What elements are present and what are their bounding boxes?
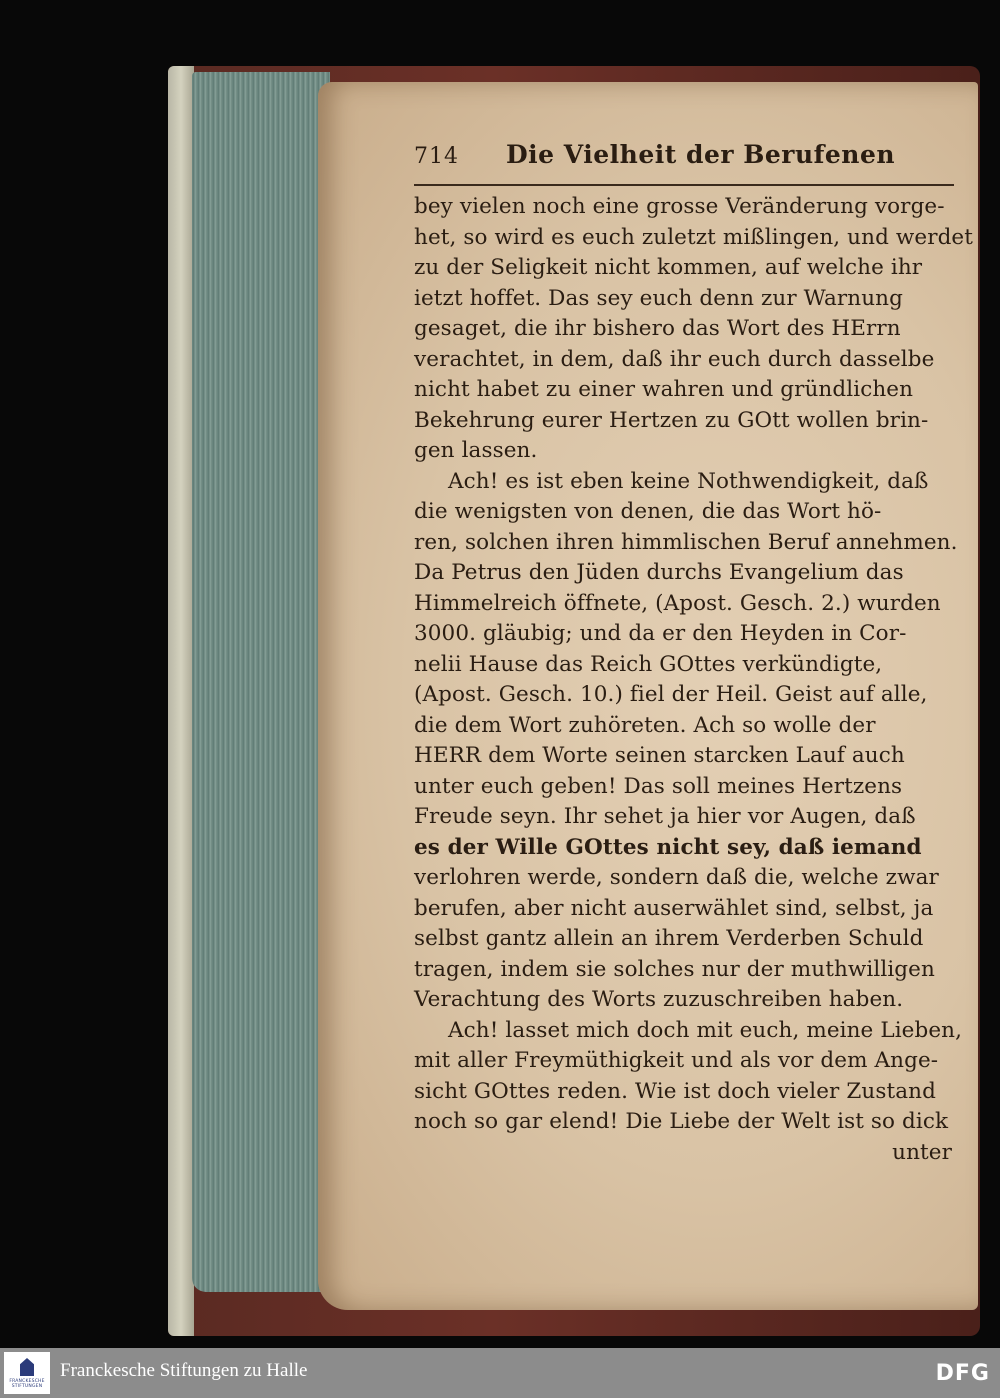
text-line: gen lassen. [414,438,538,463]
text-line: (Apost. Gesch. 10.) fiel der Heil. Geist auf alle, [414,682,928,707]
page-header [414,140,962,180]
text-line: tragen, indem sie solches nur der muthwilligen [414,956,935,982]
text-line: noch so gar elend! Die Liebe der Welt ist so dick [414,1109,949,1134]
text-line: mit aller Freymüthigkeit und als vor dem Ange- [414,1048,939,1073]
text-line: selbst gantz allein an ihrem Verderben Schuld [414,926,924,951]
text-line: zu der Seligkeit nicht kommen, auf welche ihr [414,255,923,280]
text-line: het, so wird es euch zuletzt mißlingen, und werdet [414,224,973,250]
text-line: berufen, aber nicht auserwählet sind, selbst, ja [414,895,934,921]
viewer-footer [0,1348,1000,1398]
text-line: 3000. gläubig; und da er den Heyden in Cor- [414,621,907,646]
text-line: Da Petrus den Jüden durchs Evangelium das [414,560,904,585]
book-spine [168,66,194,1336]
dfg-logo[interactable]: DFG [935,1361,990,1386]
running-title: Die Vielheit der Berufenen [506,140,896,169]
logo-text: FRANCKESCHE STIFTUNGEN [9,1379,45,1389]
page-number: 714 [414,144,459,169]
page-text-block [414,140,973,1168]
text-line: Verachtung des Worts zuzuschreiben haben. [414,987,904,1012]
text-line: gesaget, die ihr bishero das Wort des HErrn [414,316,901,341]
text-line: Bekehrung eurer Hertzen zu GOtt wollen brin- [414,407,929,433]
text-line: unter euch geben! Das soll meines Hertzens [414,773,903,799]
header-rule [414,184,954,186]
text-line: ietzt hoffet. Das sey euch denn zur Warnung [414,285,903,311]
text-line: nelii Hause das Reich GOttes verkündigte, [414,651,883,677]
text-line: sicht GOttes reden. Wie ist doch vieler Zustand [414,1078,936,1104]
text-line: verlohren werde, sondern daß die, welche zwar [414,865,939,890]
text-line: Freude seyn. Ihr sehet ja hier vor Augen, daß [414,804,916,829]
text-line: Ach! es ist eben keine Nothwendigkeit, daß [448,468,929,494]
text-line: verachtet, in dem, daß ihr euch durch dasselbe [414,346,935,372]
text-line: HERR dem Worte seinen starcken Lauf auch [414,743,905,768]
franckesche-logo[interactable] [4,1352,50,1394]
text-line: die wenigsten von denen, die das Wort hö- [414,499,882,524]
text-line: nicht habet zu einer wahren und gründlichen [414,377,914,402]
institution-name[interactable]: Franckesche Stiftungen zu Halle [60,1360,308,1381]
text-line: Himmelreich öffnete, (Apost. Gesch. 2.) wurden [414,590,941,616]
text-line: Ach! lasset mich doch mit euch, meine Lieben, [448,1017,963,1043]
text-line: bey vielen noch eine grosse Veränderung vorge- [414,194,945,219]
text-line: ren, solchen ihren himmlischen Beruf annehmen. [414,529,958,555]
text-line: die dem Wort zuhöreten. Ach so wolle der [414,712,876,738]
page-edges [192,72,330,1292]
building-icon [20,1358,34,1376]
text-line: es der Wille GOttes nicht sey, daß iemand [414,834,922,860]
catchword: unter [892,1139,952,1165]
